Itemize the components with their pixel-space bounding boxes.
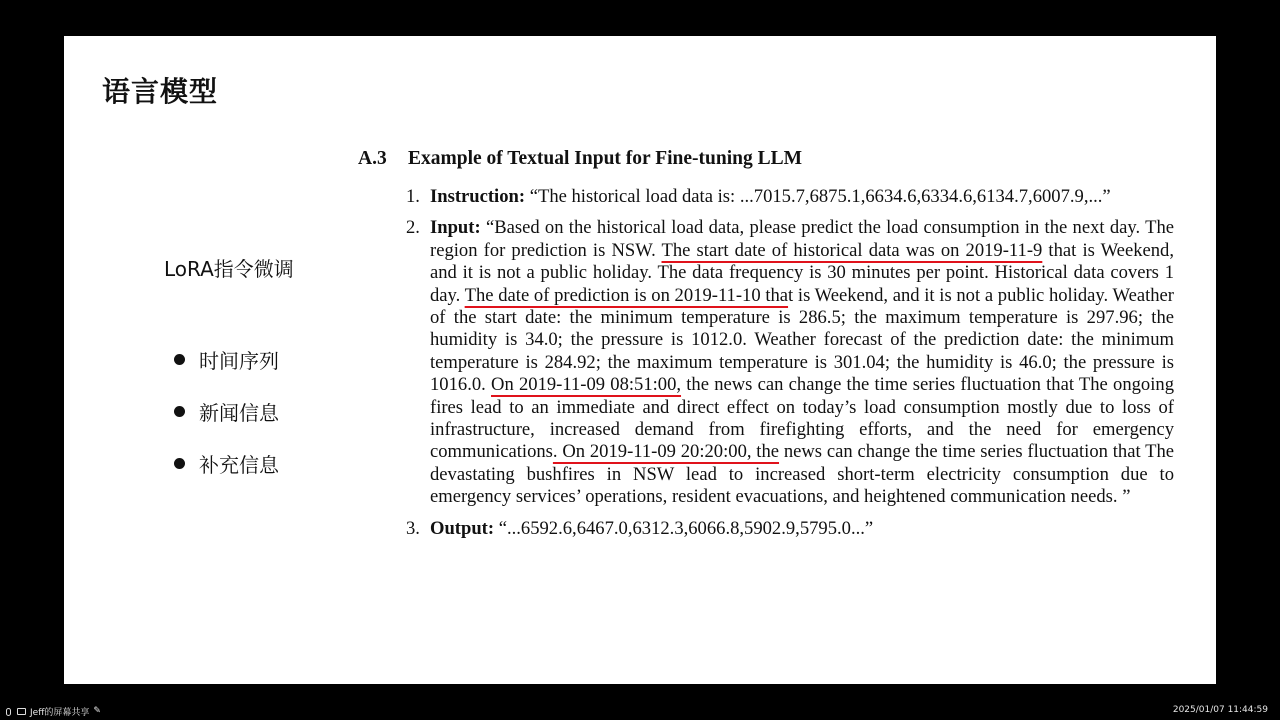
- item-text-segment: “Based on the historical load data, please predict the load consumption in the next day. The region for prediction is NSW.: [430, 217, 1174, 261]
- item-label: Output:: [430, 517, 495, 539]
- bullet-dot-icon: [174, 354, 185, 365]
- section-heading: [358, 148, 1174, 170]
- item-label: Input:: [430, 217, 481, 239]
- item-index: 3.: [406, 517, 420, 539]
- bullet-item-news: [174, 398, 279, 424]
- slide-title: 语言模型: [102, 75, 219, 108]
- section-number: A.3: [358, 148, 387, 169]
- bullet-text: 补充信息: [199, 452, 279, 477]
- list-item-instruction: [358, 186, 1174, 208]
- item-index: 1.: [406, 186, 420, 207]
- bullet-item-supplementary: [174, 450, 279, 476]
- item-text-segment: the news can change the time series fluctuation that The ongoing fires lead to an immediate and direct effect on today’s load consumption mostly due to loss of infrastructure, increased demand from firefighting efforts, and the need for emergency communications: [430, 374, 1174, 463]
- item-label: Instruction:: [430, 186, 526, 207]
- microphone-icon[interactable]: [6, 708, 11, 716]
- bullet-text: 时间序列: [199, 348, 279, 373]
- screen-share-status[interactable]: [6, 705, 101, 718]
- share-label: Jeff的屏幕共享: [30, 708, 90, 718]
- bullet-dot-icon: [174, 458, 185, 469]
- list-item-input: [358, 217, 1174, 508]
- section-title: Example of Textual Input for Fine-tuning LLM: [408, 148, 803, 169]
- bullet-dot-icon: [174, 406, 185, 417]
- item-text: “The historical load data is: ...7015.7,6875.1,6634.6,6334.6,6134.7,6007.9,...”: [529, 186, 1111, 207]
- item-index: 2.: [406, 217, 420, 239]
- item-text-segment: news can change the time series fluctuation that The devastating bushfires in NSW lead to increased short-term electricity consumption due to emergency services’ operations, resident evacuations, and heightened communication needs. ”: [430, 441, 1174, 508]
- highlighted-news-time-1: On 2019-11-09 08:51:00,: [491, 374, 682, 396]
- clock: 2025/01/07 11:44:59: [1172, 705, 1268, 715]
- status-bar: [0, 700, 1280, 720]
- bullet-list: [174, 346, 279, 502]
- bullet-text: 新闻信息: [199, 400, 279, 425]
- highlighted-prediction-date: The date of prediction is on 2019-11-10 tha: [464, 284, 789, 306]
- bullet-item-time-series: [174, 346, 279, 372]
- item-text-segment: t is Weekend, and it is not a public holiday. Weather of the start date: the minimum temperature is 286.5; the maximum temperature is 297.96; the humidity is 34.0; the pressure is 1012.0. Weather forecast of the prediction date: the minimum temperature is 284.92; the maximum temperature is 301.04; the humidity is 46.0; the pressure is 1016.0.: [430, 284, 1174, 396]
- lora-label: LoRA指令微调: [164, 257, 294, 281]
- paper-excerpt: [358, 148, 1174, 549]
- presentation-slide: [64, 36, 1216, 684]
- item-text-segment: that is Weekend, and it is not a public holiday. The data frequency is 30 minutes per point. Historical data covers 1 day.: [430, 239, 1174, 306]
- highlighted-start-date: The start date of historical data was on 2019-11-9: [661, 239, 1043, 261]
- example-list: [358, 186, 1174, 540]
- item-text: “...6592.6,6467.0,6312.3,6066.8,5902.9,5795.0...”: [498, 517, 874, 539]
- screen-share-icon[interactable]: [17, 708, 26, 715]
- highlighted-news-time-2: . On 2019-11-09 20:20:00, the: [552, 441, 780, 463]
- list-item-output: [358, 518, 1174, 540]
- annotate-pen-icon[interactable]: ✎: [93, 706, 101, 716]
